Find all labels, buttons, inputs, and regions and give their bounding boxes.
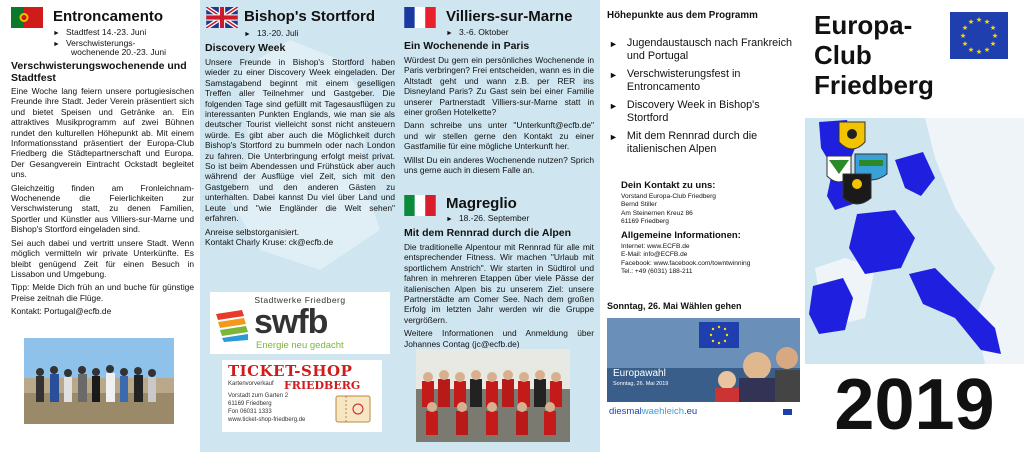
contact-email: Kontakt Charly Kruse: ck@ecfb.de	[205, 236, 334, 247]
ticket-shop-sub: FRIEDBERG	[284, 379, 361, 392]
article-text	[205, 57, 395, 250]
city-title: Entroncamento	[53, 8, 164, 25]
highlight-item: ► Mit dem Rennrad durch die italienischen Alpen	[609, 130, 758, 155]
date-bullet-cont: wochenende 20.-23. Juni	[71, 47, 166, 57]
svg-text:★: ★	[989, 24, 997, 32]
city-title: Bishop's Stortford	[244, 8, 376, 25]
date-bullet: ► Verschwisterungs-	[53, 38, 136, 48]
paragraph: Die traditionelle Alpentour mit Rennrad für alle mit entsprechender Fitness. Wir machen "Urlaub mit sportlichem Anstrich". Wir starten in Südtirol und fahren in mehreren Etappen über viele Pässe der italienischen Alpen bis zu unserem Ziel: unsere Partnerstädte am Comer See. Nach dem großen Erfolg im letzten Jahr werden wir die Gruppe vergrößern.	[404, 242, 594, 325]
eu-flag-small-icon	[783, 409, 792, 415]
panel-villiers-magreglio	[400, 0, 600, 452]
europawahl-label: Europawahl	[613, 368, 666, 379]
europawahl-banner	[607, 318, 800, 402]
date-bullet: ► 18.-26. September	[446, 213, 530, 223]
eu-flag-icon	[950, 12, 1008, 59]
highlight-item: ► Jugendaustausch nach Frankreich und Portugal	[609, 37, 792, 62]
ticket-stub-icon	[334, 392, 374, 428]
contact-email: Kontakt: Portugal@ecfb.de	[11, 306, 112, 317]
paragraph: Willst Du ein anderes Wochenende nutzen? Sprich uns gerne auch in diesem Falle an.	[404, 154, 594, 176]
coats-of-arms-icon	[825, 120, 895, 210]
paragraph: Würdest Du gern ein persönliches Wochenende in Paris verbringen? Frei entscheiden, wann es in die Altstadt geht und wann z.B. per RER ins Disneyland Paris? Zu Gast sein bei einer Familie unserer Partnerstadt Villiers-sur-Marne statt in einer großen Hotelkette?	[404, 55, 594, 118]
svg-text:★: ★	[959, 32, 967, 40]
paragraph: Anreise selbstorganisiert.	[205, 226, 300, 237]
svg-text:★: ★	[983, 18, 991, 26]
article-text	[404, 242, 594, 352]
svg-text:★: ★	[961, 24, 969, 32]
info-lines: Internet: www.ECFB.de E-Mail: info@ECFB.de Facebook: www.facebook.com/towntwinning Tel.: +49 (6031) 188-211	[621, 243, 751, 276]
panel-highlights	[600, 0, 805, 452]
svg-text:★: ★	[967, 46, 975, 54]
ticket-shop-ad	[222, 360, 382, 432]
info-title: Allgemeine Informationen:	[621, 230, 741, 241]
contact-title: Dein Kontakt zu uns:	[621, 180, 716, 191]
paragraph: Eine Woche lang feiern unsere portugiesischen Freunde ihre Stadt. Jeder Verein präsentiert sich und bietet Speisen und Getränke an. Ein attraktives Musikprogramm auf zwei Bühnen rundet den kulturellen Höhepunkt ab. Mit einem Informationsstand präsentiert der Europa-Club Friedberg die Städtepartnerschaft und Europa. Der Gesangverein Eintracht Ockstadt begleitet uns.	[11, 86, 194, 180]
svg-text:★: ★	[967, 18, 975, 26]
swfb-logo: swfb	[254, 303, 328, 341]
paragraph: Unsere Freunde in Bishop's Stortford haben wieder zu einer Discovery Week eingeladen. Der Samstagabend beginnt mit einem geselligen Treffen aller Teilnehmer und Gastgeber. Die folgenden Tage sind gefüllt mit Tagesausflügen zu interessanten Punkten Englands, wie man sie als deutscher Tourist vielleicht sonst nicht ansteuern würde. Es gibt aber auch die Möglichkeit durch Bishop's Stortford zu bummeln oder nach London zu fahren. Die Unterbringung erfolgt meist privat. So ist beim Abendessen und Frühstück aber auch während der Ausflüge viel Zeit, sich mit den Gastgebern und den anderen Gästen zu unterhalten. Dabei kannst Du viel über Land und Leute und "wie Engländer die Welt sehen" erfahren.	[205, 57, 395, 224]
paragraph: Dann schreibe uns unter "Unterkunft@ecfb.de" und wir stellen gerne den Kontakt zu einer Gastfamilie für eine mögliche Unterkunft her.	[404, 120, 594, 152]
contact-address: Vorstand Europa-Club Friedberg Bernd Stiller Am Steinernen Kreuz 86 61169 Friedberg	[621, 193, 716, 226]
panel-entroncamento	[0, 0, 200, 452]
svg-text:★: ★	[991, 32, 999, 40]
diesmal-link[interactable]: diesmalwaehleich.eu	[609, 406, 698, 417]
ticket-shop-title: TICKET-SHOP	[228, 362, 353, 380]
svg-text:★: ★	[961, 40, 969, 48]
portugal-flag	[11, 7, 43, 28]
section-title: Discovery Week	[205, 42, 286, 54]
city-title: Magreglio	[446, 195, 517, 212]
section-title: Verschwisterungswochenende und Stadtfest	[11, 60, 187, 84]
swfb-subtitle: Stadtwerke Friedberg	[254, 295, 346, 305]
club-title: Europa- Club Friedberg	[814, 10, 934, 100]
paragraph: Sei auch dabei und vertritt unsere Stadt. Wenn möglich vermitteln wir private Unterkünfte. Es bleibt genügend Zeit für einen Besuch in Lissabon und Umgebung.	[11, 237, 194, 279]
election-note: Sonntag, 26. Mai Wählen gehen	[607, 301, 742, 311]
cyclists-photo	[416, 349, 570, 442]
article-text	[404, 55, 594, 178]
paragraph: Gleichzeitig finden am Fronleichnam-Wochenende die Feierlichkeiten zur Verschwisterung statt, zu denen Familien, Sportler und Künstler aus Villiers-sur-Marne und Bishop's Stortford eingeladen sind.	[11, 182, 194, 235]
section-title: Mit dem Rennrad durch die Alpen	[404, 227, 572, 239]
section-title: Ein Wochenende in Paris	[404, 40, 530, 52]
svg-text:★: ★	[975, 16, 983, 24]
svg-text:★: ★	[975, 48, 983, 56]
date-bullet: ► 13.-20. Juli	[244, 28, 299, 38]
svg-text:★: ★	[983, 46, 991, 54]
swfb-ad	[210, 292, 390, 354]
contact-email: Weitere Informationen und Anmeldung über Johannes Contag (jc@ecfb.de)	[404, 328, 594, 349]
date-bullet: ► 3.-6. Oktober	[446, 27, 509, 37]
svg-text:★: ★	[989, 40, 997, 48]
year: 2019	[834, 365, 995, 445]
paragraph: Tipp: Melde Dich früh an und buche für günstige Preise zeitnah die Flüge.	[11, 282, 194, 303]
panel-cover	[805, 0, 1024, 452]
france-flag	[404, 7, 436, 28]
group-photo	[24, 338, 174, 424]
italy-flag	[404, 195, 436, 216]
article-text	[11, 86, 194, 320]
ticket-shop-address: Kartenvorverkauf Vorstadt zum Garten 2 61169 Friedberg Fon 06031 1333 www.ticket-shop-friedberg.de	[228, 381, 306, 423]
europawahl-date: Sonntag, 26. Mai 2019	[613, 381, 669, 387]
city-title: Villiers-sur-Marne	[446, 8, 573, 25]
swfb-tagline: Energie neu gedacht	[256, 340, 344, 351]
swfb-mark-icon	[214, 308, 250, 342]
highlight-item: ► Discovery Week in Bishop's Stortford	[609, 99, 760, 124]
date-bullet: ► Stadtfest 14.-23. Juni	[53, 27, 147, 37]
panel-bishops-stortford	[200, 0, 400, 452]
highlight-item: ► Verschwisterungsfest in Entroncamento	[609, 68, 741, 93]
uk-flag	[206, 7, 238, 28]
highlights-title: Höhepunkte aus dem Programm	[607, 10, 758, 21]
highlights-list	[609, 37, 794, 161]
